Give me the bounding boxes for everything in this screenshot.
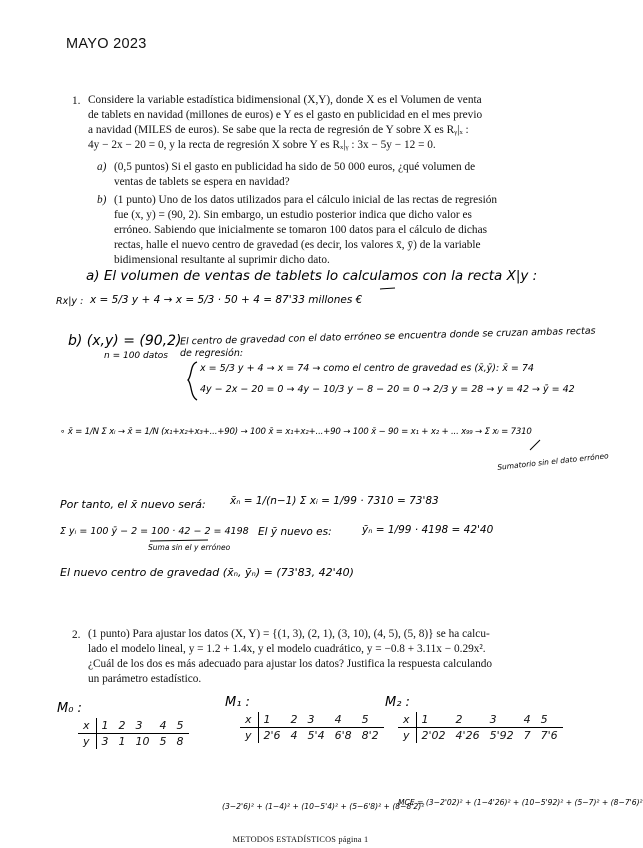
table-cell: 7: [523, 729, 531, 742]
table-cell: 4: [290, 729, 298, 742]
table-cell: 5'92: [489, 729, 514, 742]
table-cell: 3: [485, 712, 519, 728]
table-cell: 1: [118, 735, 126, 748]
hw-1a-calc: x = 5/3 y + 4 → x = 5/3 · 50 + 4 = 87'33 millones €: [90, 294, 363, 306]
table-cell: 8'2: [361, 729, 379, 742]
question-1a-line: ventas de tablets se espera en navidad?: [114, 176, 290, 189]
question-1b-line: rectas, halle el nuevo centro de gravedad (es decir, los valores x̄, ȳ) de la variable: [114, 239, 481, 252]
hw-1b-n: n = 100 datos: [104, 351, 168, 361]
hw-1b-note-2: de regresión:: [180, 348, 244, 359]
table-cell: 6'8: [334, 729, 352, 742]
hw-2-calc-linear: (3−2'6)² + (1−4)² + (10−5'4)² + (5−6'8)² + (8−8'2)²: [222, 802, 425, 811]
hw-1a-rxy-label: Rx|y :: [56, 296, 84, 307]
table-cell: x: [240, 712, 258, 728]
table-cell: 1: [258, 712, 286, 728]
hw-1b-therefore: Por tanto, el x̄ nuevo será:: [60, 498, 206, 511]
hw-1b-mean-x: ∘ x̄ = 1/N Σ xᵢ → x̄ = 1/N (x₁+x₂+x₃+...+90) → 100 x̄ = x₁+x₂+...+90 → 100 x̄ − 90 = x₁ + x₂ + ... x₉₉ → Σ xᵢ = 7310: [60, 427, 532, 437]
table-cell: 5: [159, 735, 167, 748]
hw-1b-ybar-label: El ȳ nuevo es:: [258, 526, 332, 538]
table-cell: 2: [114, 718, 131, 734]
table-cell: 5: [172, 718, 189, 734]
hw-1b-system-1: x = 5/3 y + 4 → x = 74 → como el centro de gravedad es (x̄,ȳ): x̄ = 74: [200, 363, 534, 374]
table-cell: 1: [416, 712, 451, 728]
table-cell: 5'4: [307, 729, 325, 742]
question-1-line: 4y − 2x − 20 = 0, y la recta de regresión X sobre Y es Rₓ|ᵧ : 3x − 5y − 12 = 0.: [88, 139, 436, 152]
hw-1b-sum-y-note: Suma sin el y erróneo: [148, 543, 231, 552]
table-cell: 7'6: [540, 729, 558, 742]
hw-1b-note: El centro de gravedad con el dato erróneo se encuentra donde se cruzan ambas rectas: [179, 325, 596, 348]
question-2-line: un parámetro estadístico.: [88, 673, 202, 686]
table-cell: 4: [155, 718, 172, 734]
table-cell: 2'02: [421, 729, 446, 742]
page-footer: METODOS ESTADÍSTICOS página 1: [232, 835, 369, 844]
hw-1b-new-ybar: ȳₙ = 1/99 · 4198 = 42'40: [362, 524, 494, 536]
question-1b-label: b): [97, 194, 107, 206]
question-1-line: Considere la variable estadística bidimensional (X,Y), donde X es el Volumen de venta: [88, 94, 482, 106]
hw-1b-sum-y: Σ yᵢ = 100 ȳ − 2 = 100 · 42 − 2 = 4198: [60, 526, 249, 537]
question-1a-line: (0,5 puntos) Si el gasto en publicidad ha sido de 50 000 euros, ¿qué volumen de: [114, 161, 476, 173]
hw-1b-final-center: El nuevo centro de gravedad (x̄ₙ, ȳₙ) = (73'83, 42'40): [60, 566, 354, 579]
table-cell: 3: [303, 712, 330, 728]
hw-2-m2-label: M₂ :: [385, 695, 410, 710]
hw-2-calc-quadratic: MCE = (3−2'02)² + (1−4'26)² + (10−5'92)² + (5−7)² + (8−7'6)²: [398, 798, 643, 807]
question-1-line: a navidad (MILES de euros). Se sabe que la recta de regresión de Y sobre X es Rᵧ|ₓ :: [88, 124, 469, 137]
question-1b-line: (1 punto) Uno de los datos utilizados para el cálculo inicial de las rectas de regresión: [114, 194, 498, 206]
table-cell: x: [398, 712, 416, 728]
table-cell: 4: [330, 712, 357, 728]
table-cell: 4: [519, 712, 536, 728]
hw-2-m0-label: M₀ :: [57, 701, 82, 716]
table-cell: 5: [536, 712, 563, 728]
hw-2-m1-label: M₁ :: [225, 695, 250, 710]
table-cell: 4'26: [455, 729, 480, 742]
table-cell: y: [240, 728, 258, 744]
table-cell: y: [78, 734, 96, 750]
table-cell: 10: [135, 735, 150, 748]
question-1b-line: erróneo. Sabiendo que inicialmente se tomaron 100 datos para el cálculo de dichas: [114, 224, 487, 237]
table-cell: 1: [96, 718, 114, 734]
hw-1b-title: b) (x,y) = (90,2): [68, 333, 182, 349]
hw-1b-new-xbar: x̄ₙ = 1/(n−1) Σ xᵢ = 1/99 · 7310 = 73'83: [230, 495, 439, 507]
question-1-line: de tablets en navidad (millones de euros) e Y es el gasto en publicidad en el mes previo: [88, 109, 483, 122]
table-cell: 2: [286, 712, 303, 728]
hw-1a-title: a) El volumen de ventas de tablets lo calculamos con la recta X|y :: [86, 268, 538, 284]
hw-1b-mean-note: Sumatorio sin el dato erróneo: [496, 451, 610, 472]
question-1-number: 1.: [72, 95, 81, 107]
question-2-line: lado el modelo lineal, y = 1.2 + 1.4x, y el modelo cuadrático, y = −0.8 + 3.11x − 0.29x².: [88, 643, 486, 656]
question-2-line: (1 punto) Para ajustar los datos (X, Y) = {(1, 3), (2, 1), (3, 10), (4, 5), (5, 8)} se ha calcu-: [88, 628, 490, 640]
table-cell: 8: [176, 735, 184, 748]
question-1a-label: a): [97, 161, 107, 173]
table-cell: 5: [357, 712, 384, 728]
hw-1b-system-2: 4y − 2x − 20 = 0 → 4y − 10/3 y − 8 − 20 = 0 → 2/3 y = 28 → y = 42 → ȳ = 42: [200, 384, 575, 395]
table-cell: 2'6: [263, 729, 281, 742]
system-brace: [188, 362, 197, 400]
table-cell: 3: [131, 718, 155, 734]
table-cell: y: [398, 728, 416, 744]
question-1b-line: bidimensional resultante al suprimir dicho dato.: [114, 254, 330, 267]
page-header: MAYO 2023: [66, 36, 147, 52]
question-2-number: 2.: [72, 629, 81, 641]
question-1b-line: fue (x, y) = (90, 2). Sin embargo, un estudio posterior indica que dicho valor es: [114, 209, 472, 222]
table-cell: 2: [451, 712, 485, 728]
table-cell: 3: [101, 735, 109, 748]
table-cell: x: [78, 718, 96, 734]
question-2-line: ¿Cuál de los dos es más adecuado para ajustar los datos? Justifica la respuesta calculando: [88, 658, 493, 671]
